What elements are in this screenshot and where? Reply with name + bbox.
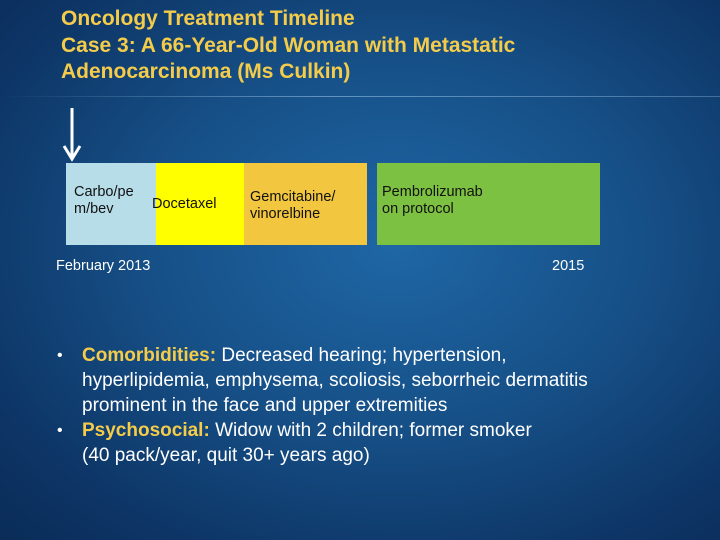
title-line-2: Case 3: A 66-Year-Old Woman with Metastatic <box>61 33 516 57</box>
timeline-segment-docetaxel <box>152 163 244 245</box>
treatment-timeline <box>66 163 600 245</box>
title-line-1: Oncology Treatment Timeline <box>61 7 355 30</box>
segment-label <box>250 189 335 223</box>
segment-label-line: m/bev <box>74 201 114 217</box>
bullet-text: Widow with 2 children; former smoker <box>215 420 532 441</box>
bullet-lead: Comorbidities: <box>82 345 217 366</box>
segment-label-line: Docetaxel <box>152 196 217 212</box>
segment-label-line: vinorelbine <box>250 206 321 222</box>
title-divider <box>0 96 720 97</box>
bullet-psychosocial <box>57 418 707 468</box>
title-line-3: Adenocarcinoma (Ms Culkin) <box>61 60 351 83</box>
timeline-segment-pembrolizumab <box>377 163 600 245</box>
timeline-segment-carbo-pem-bev <box>66 163 156 245</box>
timeline-segment-gemcitabine-vinorelbine <box>244 163 367 245</box>
segment-label <box>152 196 216 213</box>
segment-label <box>74 184 134 218</box>
bullet-comorbidities <box>57 343 707 418</box>
timeline-start-date: February 2013 <box>56 258 151 274</box>
bullet-dot-icon: • <box>57 422 63 439</box>
bullet-text: Decreased hearing; hypertension, <box>221 345 507 366</box>
bullet-lead: Psychosocial: <box>82 420 210 441</box>
segment-label-line: Carbo/pe <box>74 184 134 200</box>
case-details-list <box>57 343 707 468</box>
bullet-text: hyperlipidemia, emphysema, scoliosis, seborrheic dermatitis <box>82 370 588 391</box>
bullet-text: (40 pack/year, quit 30+ years ago) <box>82 445 370 466</box>
segment-label-line: Gemcitabine/ <box>250 189 336 205</box>
segment-label-line: on protocol <box>382 201 454 217</box>
bullet-dot-icon: • <box>57 347 63 364</box>
timeline-gap <box>367 163 377 245</box>
slide-title <box>61 6 515 86</box>
segment-label-line: Pembrolizumab <box>382 184 483 200</box>
bullet-text: prominent in the face and upper extremities <box>82 395 448 416</box>
down-arrow-icon <box>60 106 84 162</box>
segment-label <box>382 184 483 218</box>
timeline-end-date: 2015 <box>552 258 585 274</box>
